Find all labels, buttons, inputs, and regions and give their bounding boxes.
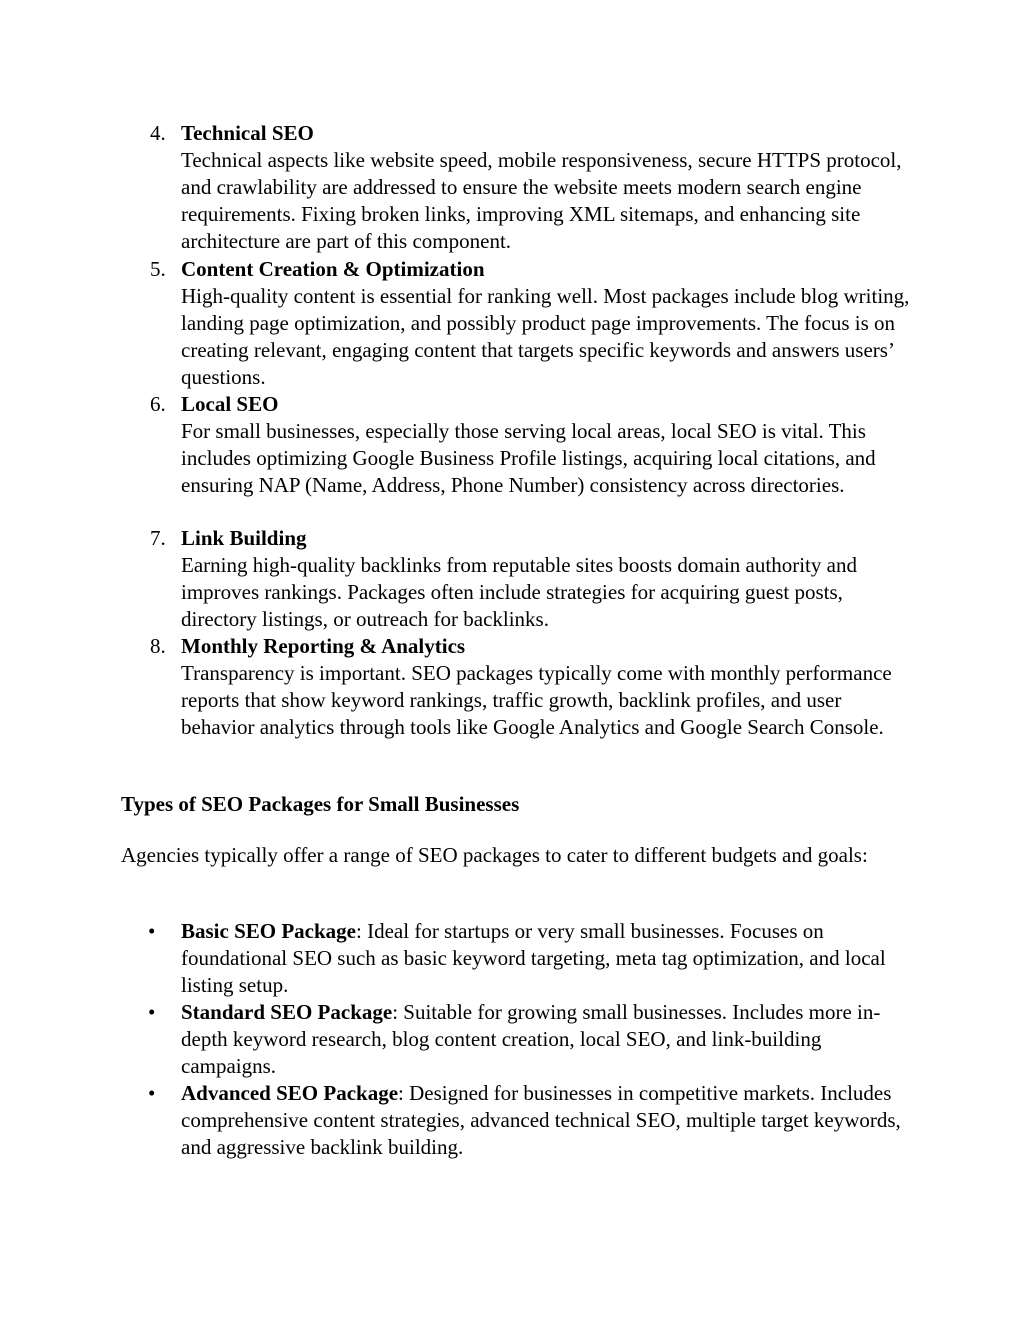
list-number: 7. <box>150 526 166 550</box>
list-item-description: High-quality content is essential for ranking well. Most packages include blog writing, landing page optimization, and possibly product page improvements. The focus is on creating relevant, engaging content that targets specific keywords and answers users’ questions. <box>181 284 910 389</box>
list-item-title: Content Creation & Optimization <box>181 257 485 281</box>
list-item-title: Link Building <box>181 526 307 550</box>
bullet-marker: • <box>148 1000 156 1024</box>
bullet-text: : Designed for businesses in competitive markets. Includes comprehensive content strategies, advanced technical SEO, multiple target keywords, and aggressive backlink building. <box>181 1081 901 1159</box>
list-item-technical-seo <box>120 120 910 255</box>
bullet-item-standard-package <box>120 999 910 1080</box>
list-number: 5. <box>150 257 166 281</box>
list-item-monthly-reporting <box>120 633 910 741</box>
intro-paragraph: Agencies typically offer a range of SEO packages to cater to different budgets and goals: <box>121 843 868 867</box>
bullet-item-basic-package <box>120 918 910 999</box>
list-number: 4. <box>150 121 166 145</box>
bullet-marker: • <box>148 919 156 943</box>
bullet-text: : Suitable for growing small businesses. Includes more in-depth keyword research, blog content creation, local SEO, and link-building campaigns. <box>181 1000 881 1078</box>
list-item-link-building <box>120 525 910 633</box>
bullet-title: Basic SEO Package <box>181 919 357 943</box>
list-item-description: Technical aspects like website speed, mobile responsiveness, secure HTTPS protocol, and crawlability are addressed to ensure the website meets modern search engine requirements. Fixing broken links, improving XML sitemaps, and enhancing site architecture are part of this component. <box>181 148 902 253</box>
list-number: 8. <box>150 634 166 658</box>
bullet-marker: • <box>148 1081 156 1105</box>
list-item-description: For small businesses, especially those serving local areas, local SEO is vital. This includes optimizing Google Business Profile listings, acquiring local citations, and ensuring NAP (Name, Address, Phone Number) consistency across directories. <box>181 419 876 497</box>
list-item-local-seo <box>120 391 910 499</box>
list-item-content-creation <box>120 256 910 391</box>
list-item-title: Local SEO <box>181 392 279 416</box>
list-item-description: Earning high-quality backlinks from reputable sites boosts domain authority and improves rankings. Packages often include strategies for acquiring guest posts, directory listings, or outreach for backlinks. <box>181 553 857 631</box>
section-heading: Types of SEO Packages for Small Businesses <box>121 792 520 816</box>
list-item-title: Monthly Reporting & Analytics <box>181 634 466 658</box>
list-number: 6. <box>150 392 166 416</box>
list-item-description: Transparency is important. SEO packages typically come with monthly performance reports that show keyword rankings, traffic growth, backlink profiles, and user behavior analytics through tools like Google Analytics and Google Search Console. <box>181 661 892 739</box>
bullet-title: Standard SEO Package <box>181 1000 393 1024</box>
bullet-text: : Ideal for startups or very small businesses. Focuses on foundational SEO such as basic keyword targeting, meta tag optimization, and local listing setup. <box>181 919 886 997</box>
list-item-title: Technical SEO <box>181 121 314 145</box>
bullet-title: Advanced SEO Package <box>181 1081 399 1105</box>
bullet-item-advanced-package <box>120 1080 910 1161</box>
